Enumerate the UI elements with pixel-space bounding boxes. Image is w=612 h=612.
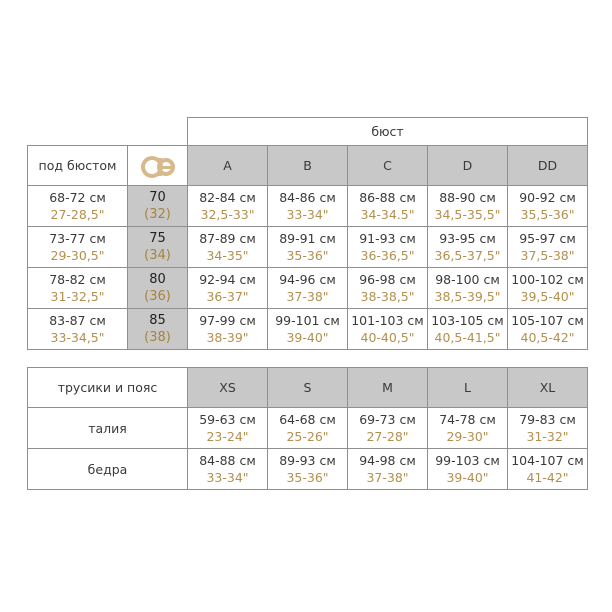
size-cell: 100-102 см 39,5-40" — [508, 268, 588, 309]
band-cell: 75 (34) — [128, 227, 188, 268]
table-row — [28, 449, 588, 490]
size-cell: 59-63 см 23-24" — [188, 408, 268, 449]
size-cell: 84-88 см 33-34" — [188, 449, 268, 490]
size-header-xl: XL — [508, 368, 588, 408]
band-cell: 80 (36) — [128, 268, 188, 309]
underbust-cell: 83-87 см 33-34,5" — [28, 309, 128, 350]
size-cell: 92-94 см 36-37" — [188, 268, 268, 309]
size-header-xs: XS — [188, 368, 268, 408]
size-cell: 87-89 см 34-35" — [188, 227, 268, 268]
underbust-cell: 68-72 см 27-28,5" — [28, 186, 128, 227]
size-cell: 98-100 см 38,5-39,5" — [428, 268, 508, 309]
size-cell: 101-103 см 40-40,5" — [348, 309, 428, 350]
size-cell: 89-93 см 35-36" — [268, 449, 348, 490]
size-cell: 79-83 см 31-32" — [508, 408, 588, 449]
cup-header-a: A — [188, 146, 268, 186]
band-cell: 70 (32) — [128, 186, 188, 227]
size-cell: 86-88 см 34-34.5" — [348, 186, 428, 227]
size-header-m: M — [348, 368, 428, 408]
underbust-cell: 73-77 см 29-30,5" — [28, 227, 128, 268]
size-header-s: S — [268, 368, 348, 408]
bust-label: бюст — [371, 124, 404, 139]
row-label-waist: талия — [28, 408, 188, 449]
empty-corner — [28, 118, 188, 146]
bottoms-label: трусики и пояс — [57, 380, 158, 395]
underbust-header — [28, 146, 128, 186]
bottoms-header — [28, 368, 188, 408]
size-cell: 90-92 см 35,5-36" — [508, 186, 588, 227]
row-label-hips: бедра — [28, 449, 188, 490]
size-cell: 89-91 см 35-36" — [268, 227, 348, 268]
size-cell: 64-68 см 25-26" — [268, 408, 348, 449]
size-cell: 99-103 см 39-40" — [428, 449, 508, 490]
brand-logo-icon — [128, 151, 187, 181]
size-cell: 96-98 см 38-38,5" — [348, 268, 428, 309]
table-row — [28, 227, 588, 268]
size-cell: 99-101 см 39-40" — [268, 309, 348, 350]
cup-header-d: D — [428, 146, 508, 186]
underbust-label: под бюстом — [38, 158, 117, 173]
cup-header-dd: DD — [508, 146, 588, 186]
bottoms-size-table — [27, 367, 588, 490]
table-row — [28, 268, 588, 309]
cup-header-c: C — [348, 146, 428, 186]
size-cell: 104-107 см 41-42" — [508, 449, 588, 490]
size-cell: 82-84 см 32,5-33" — [188, 186, 268, 227]
table-row — [28, 408, 588, 449]
bra-size-table — [27, 117, 588, 350]
size-cell: 91-93 см 36-36,5" — [348, 227, 428, 268]
size-cell: 69-73 см 27-28" — [348, 408, 428, 449]
cup-header-b: B — [268, 146, 348, 186]
size-cell: 97-99 см 38-39" — [188, 309, 268, 350]
table-row — [28, 309, 588, 350]
size-cell: 88-90 см 34,5-35,5" — [428, 186, 508, 227]
table-row — [28, 186, 588, 227]
underbust-cell: 78-82 см 31-32,5" — [28, 268, 128, 309]
size-cell: 95-97 см 37,5-38" — [508, 227, 588, 268]
size-cell: 94-98 см 37-38" — [348, 449, 428, 490]
size-cell: 93-95 см 36,5-37,5" — [428, 227, 508, 268]
size-cell: 105-107 см 40,5-42" — [508, 309, 588, 350]
band-cell: 85 (38) — [128, 309, 188, 350]
bust-header — [188, 118, 588, 146]
logo-cell — [128, 146, 188, 186]
size-header-l: L — [428, 368, 508, 408]
size-cell: 74-78 см 29-30" — [428, 408, 508, 449]
size-cell: 84-86 см 33-34" — [268, 186, 348, 227]
size-cell: 94-96 см 37-38" — [268, 268, 348, 309]
size-cell: 103-105 см 40,5-41,5" — [428, 309, 508, 350]
